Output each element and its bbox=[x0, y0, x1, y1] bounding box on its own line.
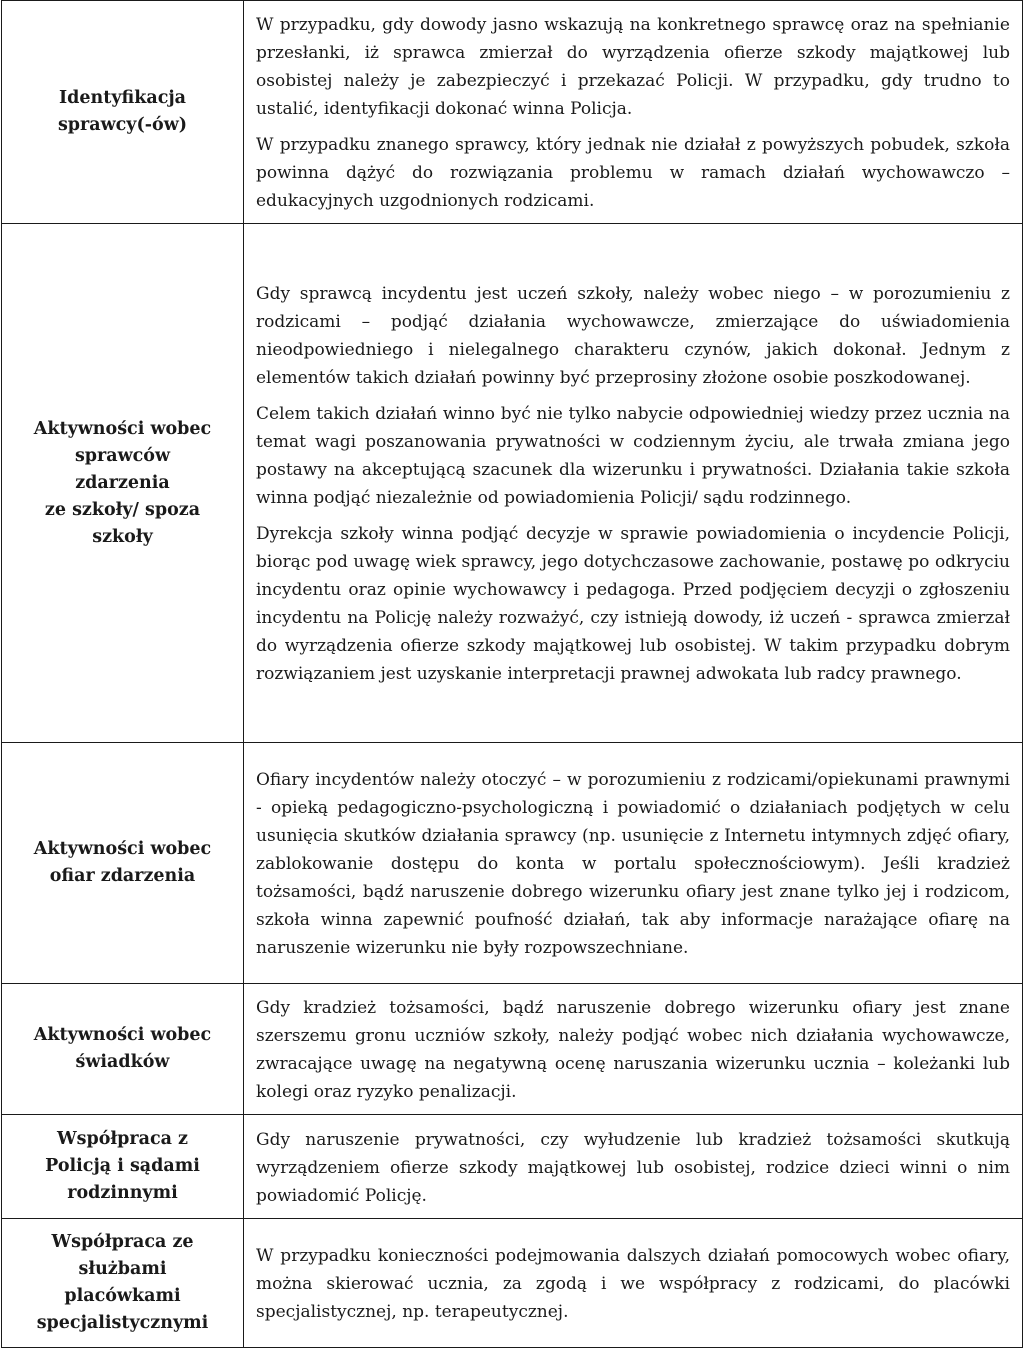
row-label bbox=[2, 1219, 244, 1348]
row-label-line: Aktywności wobec bbox=[33, 839, 212, 859]
row-label-line: Policją i sądami bbox=[45, 1156, 200, 1176]
row-label bbox=[2, 1115, 244, 1219]
content-paragraph: Dyrekcja szkoły winna podjąć decyzje w sprawie powiadomienia o incydencie Policji, biorąc pod uwagę wiek sprawcy, jego dotychczasowe zachowanie, postawę po odkryciu incydentu oraz opinie wychowawcy i pedagoga. Przed podjęciem decyzji o zgłoszeniu incydentu na Policję należy rozważyć, czy istnieją dowody, iż uczeń - sprawca zmierzał do wyrządzenia ofierze szkody majątkowej lub osobistej. W takim przypadku dobrym rozwiązaniem jest uzyskanie interpretacji prawnej adwokata lub radcy prawnego. bbox=[256, 524, 1010, 684]
table-row bbox=[2, 1115, 1023, 1219]
table-row bbox=[2, 224, 1023, 743]
row-content bbox=[244, 1115, 1023, 1219]
content-paragraph: W przypadku konieczności podejmowania dalszych działań pomocowych wobec ofiary, można skierować ucznia, za zgodą i we współpracy z rodzicami, do placówki specjalistycznej, np. terapeutycznej. bbox=[256, 1246, 1010, 1322]
row-content bbox=[244, 984, 1023, 1115]
row-label-line: rodzinnymi bbox=[67, 1183, 178, 1203]
row-label bbox=[2, 743, 244, 984]
row-content bbox=[244, 1, 1023, 224]
row-label bbox=[2, 1, 244, 224]
row-label-line: świadków bbox=[75, 1052, 170, 1072]
table-row bbox=[2, 1, 1023, 224]
content-paragraph: Gdy naruszenie prywatności, czy wyłudzenie lub kradzież tożsamości skutkują wyrządzeniem ofierze szkody majątkowej lub osobistej, rodzice dzieci winni o nim powiadomić Policję. bbox=[256, 1129, 1010, 1206]
content-paragraph: Gdy kradzież tożsamości, bądź naruszenie dobrego wizerunku ofiary jest znane szerszemu gronu uczniów szkoły, należy podjąć wobec nich działania wychowawcze, zwracające uwagę na negatywną ocenę naruszania wizerunku ucznia – koleżanki lub kolegi oraz ryzyko penalizacji. bbox=[256, 998, 1010, 1102]
content-paragraph: W przypadku, gdy dowody jasno wskazują na konkretnego sprawcę oraz na spełnianie przesłanki, iż sprawca zmierzał do wyrządzenia ofierze szkody majątkowej lub osobistej należy je zabezpieczyć i przekazać Policji. W przypadku, gdy trudno to ustalić, identyfikacji dokonać winna Policja. bbox=[256, 15, 1010, 119]
row-label-line: placówkami bbox=[64, 1286, 181, 1306]
row-label-line: zdarzenia bbox=[75, 472, 170, 493]
row-label-line: Aktywności wobec bbox=[33, 418, 212, 439]
row-label-line: szkoły bbox=[92, 526, 153, 547]
row-label-line: Identyfikacja bbox=[58, 88, 187, 108]
row-label-line: ofiar zdarzenia bbox=[49, 866, 196, 886]
table-row bbox=[2, 984, 1023, 1115]
row-label-line: służbami bbox=[78, 1259, 167, 1279]
table-row bbox=[2, 1219, 1023, 1348]
row-label-line: Współpraca ze bbox=[51, 1232, 194, 1252]
content-paragraph: Celem takich działań winno być nie tylko nabycie odpowiedniej wiedzy przez ucznia na temat wagi poszanowania prywatności w codziennym życiu, ale trwała zmiana jego postawy na akceptującą szacunek dla wizerunku i prywatności. Działania takie szkoła winna podjąć niezależnie od powiadomienia Policji/ sądu rodzinnego. bbox=[256, 404, 1010, 508]
row-label bbox=[2, 984, 244, 1115]
row-label-line: Współpraca z bbox=[57, 1129, 188, 1149]
row-label-line: sprawcy(-ów) bbox=[57, 115, 188, 135]
procedure-table bbox=[1, 0, 1023, 1348]
row-label-line: sprawców bbox=[74, 445, 171, 466]
content-paragraph: Gdy sprawcą incydentu jest uczeń szkoły, należy wobec niego – w porozumieniu z rodzicami – podjąć działania wychowawcze, zmierzające do uświadomienia nieodpowiedniego i nielegalnego charakteru czynów, jakich dokonał. Jednym z elementów takich działań powinny być przeprosiny złożone osobie poszkodowanej. bbox=[256, 284, 1010, 388]
content-paragraph: Ofiary incydentów należy otoczyć – w porozumieniu z rodzicami/opiekunami prawnymi - opieką pedagogiczno-psychologiczną i powiadomić o działaniach podjętych w celu usunięcia skutków działania sprawcy (np. usunięcie z Internetu intymnych zdjęć ofiary, zablokowanie dostępu do konta w portalu społecznościowym). Jeśli kradzież tożsamości, bądź naruszenie dobrego wizerunku ofiary jest znane tylko jej i rodzicom, szkoła winna zapewnić poufność działań, tak aby informacje narażające ofiarę na naruszenie wizerunku nie były rozpowszechniane. bbox=[256, 770, 1010, 958]
content-paragraph: W przypadku znanego sprawcy, który jednak nie działał z powyższych pobudek, szkoła powinna dążyć do rozwiązania problemu w ramach działań wychowawczo – edukacyjnych uzgodnionych rodzicami. bbox=[256, 135, 1010, 211]
row-label bbox=[2, 224, 244, 743]
row-content bbox=[244, 743, 1023, 984]
row-content bbox=[244, 1219, 1023, 1348]
row-label-line: Aktywności wobec bbox=[33, 1025, 212, 1045]
table-row bbox=[2, 743, 1023, 984]
row-label-line: ze szkoły/ spoza bbox=[44, 499, 201, 520]
row-content bbox=[244, 224, 1023, 743]
row-label-line: specjalistycznymi bbox=[36, 1313, 209, 1333]
